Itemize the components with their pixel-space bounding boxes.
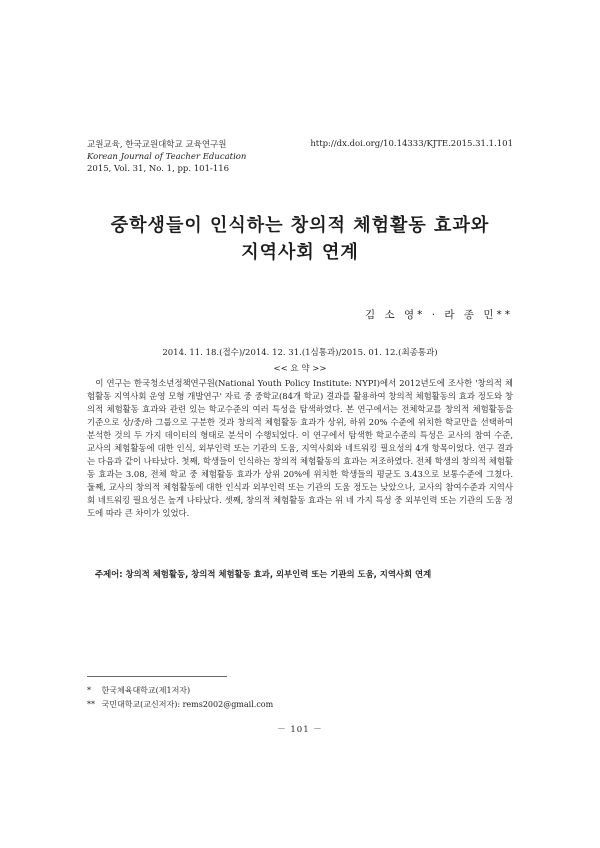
paper-title — [60, 212, 540, 266]
footnote-text: 한국체육대학교(제1저자) — [101, 686, 191, 695]
submission-dates: 2014. 11. 18.(접수)/2014. 12. 31.(1심통과)/2015. 01. 12.(최종통과) — [162, 348, 438, 358]
paper-title-line1: 중학생들이 인식하는 창의적 체험활동 효과와 — [110, 215, 490, 236]
footnotes — [87, 684, 273, 712]
author-list: 김 소 영* · 라 종 민** — [365, 309, 513, 321]
page-number: － 101 － — [277, 725, 323, 735]
footnote-divider — [87, 676, 227, 677]
publisher-name: 교원교육, 한국교원대학교 교육연구원 — [87, 140, 227, 150]
footnote-corresponding-author — [87, 698, 273, 712]
doi-link[interactable]: http://dx.doi.org/10.14333/KJTE.2015.31.1.101 — [310, 139, 513, 149]
footnote-mark: ** — [87, 700, 95, 709]
volume-info: 2015, Vol. 31, No. 1, pp. 101-116 — [87, 164, 230, 174]
abstract-body: 이 연구는 한국청소년정책연구원(National Youth Policy Institute: NYPI)에서 2012년도에 조사한 '창의적 체험활동 지역사회 운영 모형 개발연구' 자료 중 중학교(84개 학교) 결과를 활용하여 창의적 체험활동의 효과 정도와 창의적 체험활동 효과와 관련 있는 학교수준의 여러 특성을 탐색하였다. 본 연구에서는 전체학교를 창의적 체험활동을 기준으로 상/중/하 그룹으로 구분한 것과 창의적 체험활동 효과가 상위, 하위 20% 수준에 위치한 학교만을 선택하여 분석한 것의 두 가지 데이터의 형태로 분석이 수행되었다. 이 연구에서 탐색한 학교수준의 특성은 교사의 참여 수준, 교사의 체험활동에 대한 인식, 외부인력 또는 기관의 도움, 지역사회와 네트워킹 필요성의 4개 항목이었다. 연구 결과는 다음과 같이 나타났다. 첫째, 학생들이 인식하는 창의적 체험활동의 효과는 저조하였다. 전체 학생의 창의적 체험활동 효과는 3.08, 전체 학교 중 체험활동 효과가 상위 20%에 위치한 학생들의 평균도 3.43으로 보통수준에 그쳤다. 둘째, 교사의 창의적 체험활동에 대한 인식과 외부인력 또는 기관의 도움 정도는 낮았으나, 교사의 참여수준과 지역사회 네트워킹 필요성은 높게 나타났다. 셋째, 창의적 체험활동 효과는 위 네 가지 특성 중 외부인력 또는 기관의 도움 정도에 따라 큰 차이가 있었다. — [87, 378, 513, 518]
journal-header — [87, 139, 246, 175]
paper-title-line2: 지역사회 연계 — [241, 242, 359, 263]
footnote-text: 국민대학교(교신저자): rems2002@gmail.com — [101, 700, 274, 709]
journal-title-en: Korean Journal of Teacher Education — [87, 152, 247, 162]
footnote-mark: * — [87, 686, 91, 695]
keywords: 주제어: 창의적 체험활동, 창의적 체험활동 효과, 외부인력 또는 기관의 도움, 지역사회 연계 — [95, 569, 432, 579]
footnote-first-author — [87, 684, 273, 698]
abstract-heading: << 요 약 >> — [273, 364, 327, 374]
